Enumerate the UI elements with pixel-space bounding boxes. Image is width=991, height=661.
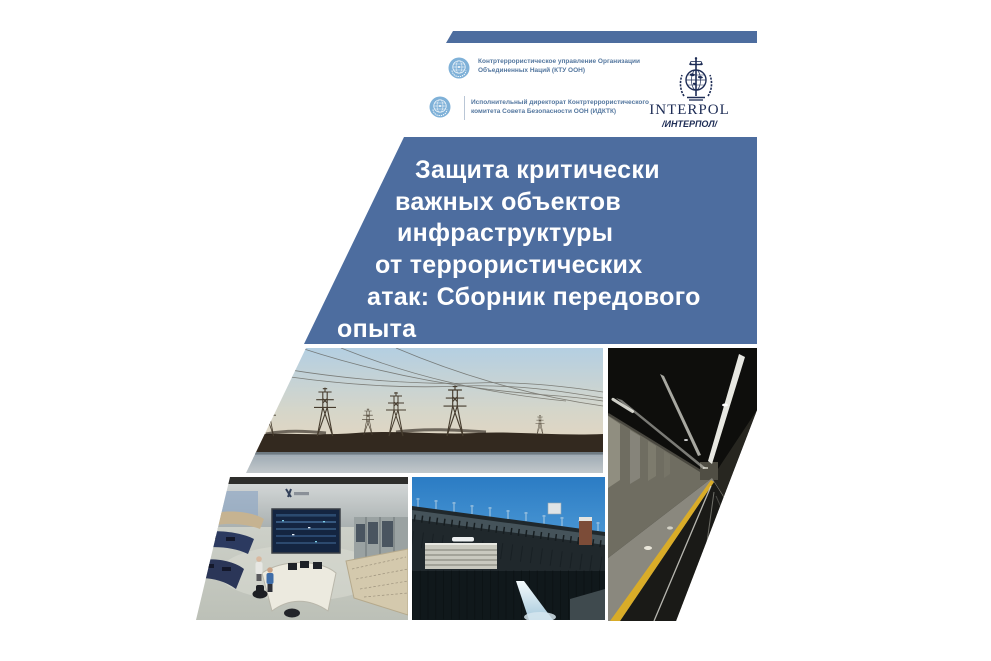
photo-control-room [196,477,408,620]
interpol-logo [674,56,718,108]
unoct-name [478,57,640,75]
cted-logo [429,96,451,123]
cover-title-line: от террористических [375,251,643,279]
top-accent-bar [446,31,757,43]
cover-title-line: инфраструктуры [397,219,614,247]
unoct-name-line2: Объединенных Наций (КТУ ООН) [478,67,586,74]
photo-hydroelectric-dam [412,477,605,620]
photo-power-transmission-lines [246,348,603,473]
operator-1 [256,556,263,581]
un-emblem-icon [429,96,451,118]
interpol-emblem-icon [674,56,718,103]
cover-title-line: важных объектов [395,188,622,216]
cover-title-line: Защита критически [415,156,660,184]
cted-name-line1: Исполнительный директорат Контртеррористического [471,99,649,106]
cted-name-line2: комитета Совета Безопасности ООН (ИДКТК) [471,108,617,115]
header-divider [464,96,465,120]
interpol-wordmark-localized: /ИНТЕРПОЛ/ [661,119,717,129]
display-wall [272,509,340,553]
cover-title-line: атак: Сборник передового [367,283,701,311]
operator-2 [267,567,274,592]
interpol-wordmark: INTERPOL [649,102,730,118]
cover-title-line: опыта [337,315,417,343]
unoct-logo [448,57,470,84]
un-emblem-icon [448,57,470,79]
unoct-name-line1: Контртеррористическое управление Организации [478,58,640,65]
cted-name [471,98,649,116]
photo-underground-tunnel [608,348,757,621]
